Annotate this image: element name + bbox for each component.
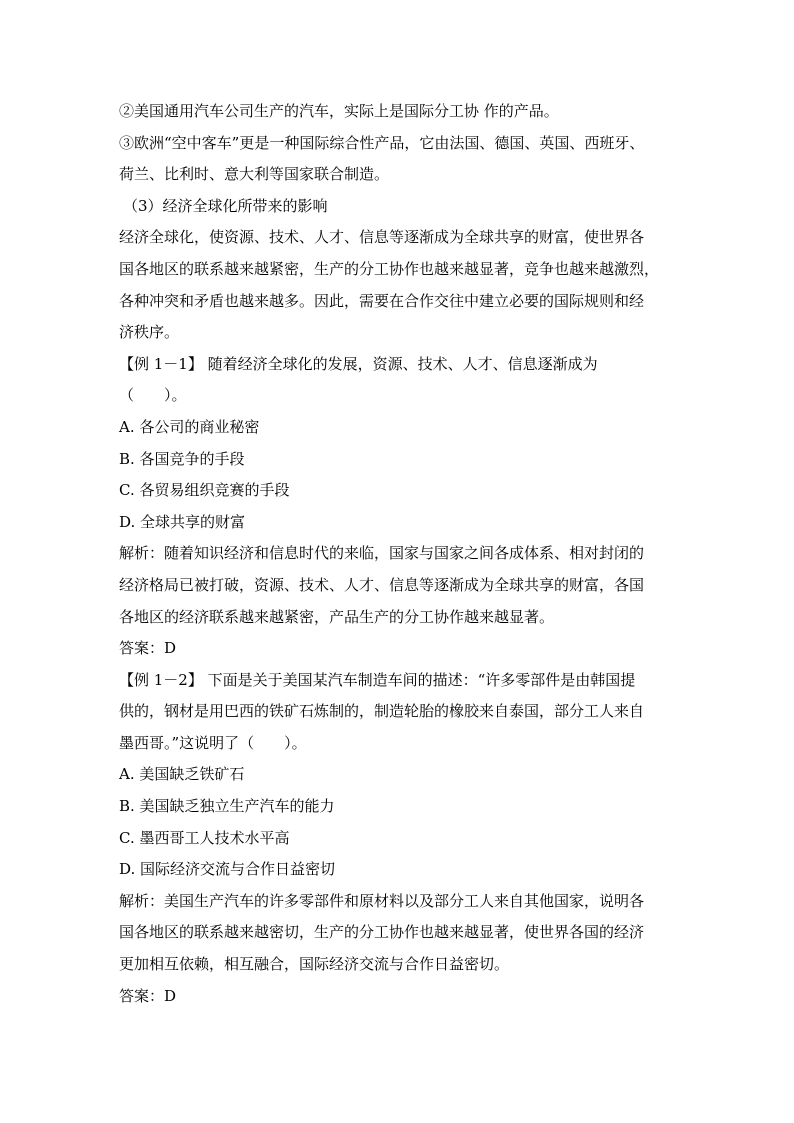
paragraph-line: 济秩序。	[119, 323, 180, 342]
paragraph-line: 国各地区的联系越来越紧密，生产的分工协作也越来越显著，竞争也越来越激烈，	[119, 259, 660, 278]
analysis-line: 各地区的经济联系越来越紧密，产品生产的分工协作越来越显著。	[119, 607, 555, 626]
analysis-line: 国各地区的联系越来越密切，生产的分工协作也越来越显著，使世界各国的经济	[119, 923, 645, 942]
answer-line: 答案：D	[119, 639, 177, 658]
analysis-line: 解析：美国生产汽车的许多零部件和原材料以及部分工人来自其他国家，说明各	[119, 891, 645, 910]
option-d: D. 国际经济交流与合作日益密切	[119, 860, 336, 879]
text-line-example-item-2: ②美国通用汽车公司生产的汽车，实际上是国际分工协 作的产品。	[119, 102, 559, 120]
text-line: 荷兰、比利时、意大利等国家联合制造。	[119, 165, 390, 184]
option-c: C. 各贸易组织竞赛的手段	[119, 481, 290, 500]
option-a: A. 美国缺乏铁矿石	[119, 765, 245, 784]
paragraph-line: 各种冲突和矛盾也越来越多。因此，需要在合作交往中建立必要的国际规则和经	[119, 291, 645, 310]
example-question-2: 供的，钢材是用巴西的铁矿石炼制的，制造轮胎的橡胶来自泰国，部分工人来自	[119, 702, 645, 721]
example-question-1: 【例 1－1】 随着经济全球化的发展，资源、技术、人才、信息逐渐成为	[119, 354, 598, 373]
option-b: B. 各国竞争的手段	[119, 449, 245, 468]
option-d: D. 全球共享的财富	[119, 512, 246, 531]
option-c: C. 墨西哥工人技术水平高	[119, 828, 290, 847]
section-heading: （3）经济全球化所带来的影响	[123, 196, 328, 215]
analysis-line: 解析：随着知识经济和信息时代的来临，国家与国家之间各成体系、相对封闭的	[119, 544, 645, 563]
paragraph-line: 经济全球化，使资源、技术、人才、信息等逐渐成为全球共享的财富，使世界各	[119, 228, 645, 247]
example-question-2: 【例 1－2】 下面是关于美国某汽车制造车间的描述：“许多零部件是由韩国提	[119, 670, 636, 689]
option-a: A. 各公司的商业秘密	[119, 417, 260, 436]
option-b: B. 美国缺乏独立生产汽车的能力	[119, 797, 335, 816]
analysis-line: 经济格局已被打破，资源、技术、人才、信息等逐渐成为全球共享的财富，各国	[119, 575, 645, 594]
answer-line: 答案：D	[119, 986, 177, 1005]
analysis-line: 更加相互依赖，相互融合，国际经济交流与合作日益密切。	[119, 955, 510, 974]
example-question-1-blank: （ ）。	[119, 386, 187, 405]
document-body	[119, 96, 679, 1012]
example-question-2: 墨西哥。”这说明了（ ）。	[119, 733, 307, 752]
text-line-example-item-3: ③欧洲“空中客车”更是一种国际综合性产品，它由法国、德国、英国、西班牙、	[119, 133, 645, 152]
